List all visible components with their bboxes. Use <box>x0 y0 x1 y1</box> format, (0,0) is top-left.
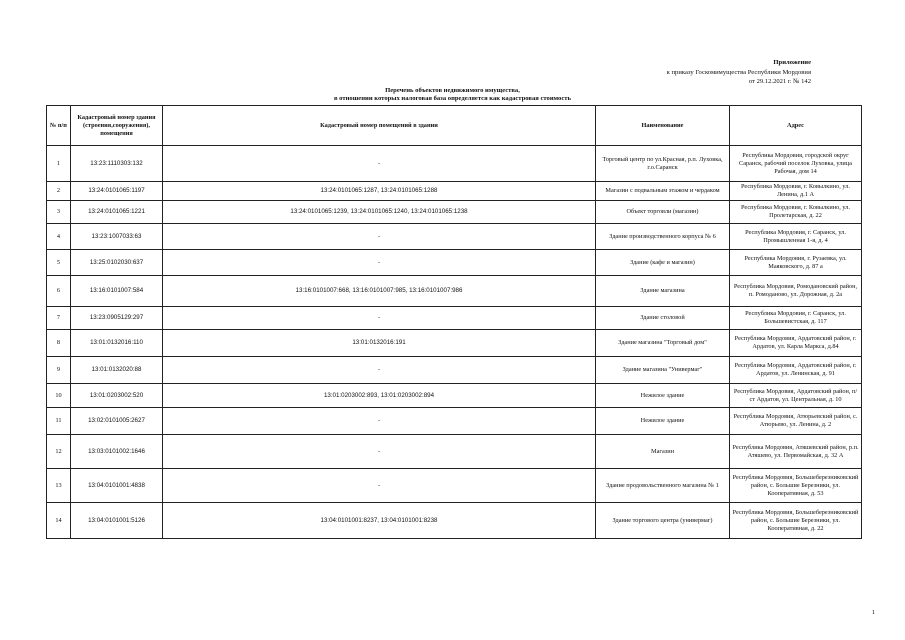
row-object-name: Здание (кафе и магазин) <box>596 250 730 276</box>
document-title-line1: Перечень объектов недвижимого имущества, <box>385 87 520 94</box>
row-room-cadastral-numbers: 13:24:0101065:1287, 13:24:0101065:1288 <box>163 182 596 201</box>
row-room-cadastral-numbers: 13:24:0101065:1239, 13:24:0101065:1240, 13:24:0101065:1238 <box>163 201 596 224</box>
row-number: 10 <box>47 384 71 408</box>
row-room-cadastral-numbers: - <box>163 307 596 330</box>
row-number: 1 <box>47 146 71 182</box>
row-cadastral-number: 13:24:0101065:1221 <box>71 201 163 224</box>
row-address: Республика Мордовия, Ромодановский район, п. Ромоданово, ул. Дорожная, д. 2а <box>730 276 862 307</box>
header-number: № п/п <box>47 106 71 146</box>
row-number: 2 <box>47 182 71 201</box>
row-number: 8 <box>47 330 71 357</box>
row-object-name: Здание магазина "Универмаг" <box>596 357 730 384</box>
row-room-cadastral-numbers: - <box>163 469 596 503</box>
row-address: Республика Мордовия, Ардатовский район, г. Ардатов, ул. Ленинская, д. 91 <box>730 357 862 384</box>
row-room-cadastral-numbers: 13:01:0132016:191 <box>163 330 596 357</box>
table-row <box>47 146 862 182</box>
row-address: Республика Мордовия, г. Ковылкино, ул. Ленина, д.1 А <box>730 182 862 201</box>
row-room-cadastral-numbers: 13:01:0203002:893, 13:01:0203002:894 <box>163 384 596 408</box>
row-address: Республика Мордовия, Большеберезниковский район, с. Большие Березники, ул. Кооперативная, д. 22 <box>730 503 862 539</box>
row-cadastral-number: 13:04:0101001:4838 <box>71 469 163 503</box>
row-room-cadastral-numbers: 13:16:0101007:668, 13:16:0101007:985, 13:16:0101007:986 <box>163 276 596 307</box>
row-number: 5 <box>47 250 71 276</box>
appendix-title: Приложение <box>773 59 811 66</box>
row-cadastral-number: 13:16:0101007:584 <box>71 276 163 307</box>
row-address: Республика Мордовия, Ардатовский район, п/ст Ардатов, ул. Центральная, д. 10 <box>730 384 862 408</box>
row-cadastral-number: 13:23:1110303:132 <box>71 146 163 182</box>
table-row <box>47 201 862 224</box>
row-cadastral-number: 13:24:0101065:1197 <box>71 182 163 201</box>
row-number: 6 <box>47 276 71 307</box>
header-cadastral-building: Кадастровый номер здания (строения,сооружения), помещения <box>71 106 163 146</box>
row-room-cadastral-numbers: - <box>163 250 596 276</box>
table-row <box>47 224 862 250</box>
appendix-date-line: от 29.12.2021 г. № 142 <box>748 78 811 86</box>
table-row <box>47 182 862 201</box>
document-title-line2: в отношении которых налоговая база определяется как кадастровая стоимость <box>333 95 572 103</box>
row-number: 9 <box>47 357 71 384</box>
row-room-cadastral-numbers: - <box>163 357 596 384</box>
row-address: Республика Мордовия, г. Ковылкино, ул. Пролетарская, д. 22 <box>730 201 862 224</box>
row-number: 14 <box>47 503 71 539</box>
table-row <box>47 276 862 307</box>
row-number: 12 <box>47 435 71 469</box>
row-room-cadastral-numbers: - <box>163 408 596 435</box>
row-room-cadastral-numbers: 13:04:0101001:8237, 13:04:0101001:8238 <box>163 503 596 539</box>
row-number: 11 <box>47 408 71 435</box>
header-cadastral-rooms: Кадастровый номер помещений в здании <box>163 106 596 146</box>
row-address: Республика Мордовия, Атяшевский район, р.п. Атяшево, ул. Первомайская, д. 32 А <box>730 435 862 469</box>
row-cadastral-number: 13:01:0132016:110 <box>71 330 163 357</box>
table-row <box>47 384 862 408</box>
table-row <box>47 469 862 503</box>
row-cadastral-number: 13:01:0203002:520 <box>71 384 163 408</box>
property-table <box>46 105 862 539</box>
row-room-cadastral-numbers: - <box>163 146 596 182</box>
row-object-name: Здание магазина <box>596 276 730 307</box>
header-name: Наименование <box>596 106 730 146</box>
row-object-name: Здание продовольственного магазина № 1 <box>596 469 730 503</box>
row-room-cadastral-numbers: - <box>163 224 596 250</box>
row-cadastral-number: 13:04:0101001:5126 <box>71 503 163 539</box>
appendix-order-line: к приказу Госкомимущества Республики Мордовия <box>666 68 811 76</box>
document-title <box>300 87 605 104</box>
table-row <box>47 330 862 357</box>
table-row <box>47 307 862 330</box>
table-row <box>47 435 862 469</box>
row-object-name: Здание производственного корпуса № 6 <box>596 224 730 250</box>
row-number: 4 <box>47 224 71 250</box>
row-cadastral-number: 13:03:0101002:1646 <box>71 435 163 469</box>
row-object-name: Здание торгового центра (универмаг) <box>596 503 730 539</box>
row-number: 13 <box>47 469 71 503</box>
row-address: Республика Мордовия, Ардатовский район, г. Ардатов, ул. Карла Маркса, д.84 <box>730 330 862 357</box>
row-object-name: Нежилое здание <box>596 384 730 408</box>
row-address: Республика Мордовия, г. Саранск, ул. Большевистская, д. 117 <box>730 307 862 330</box>
table-row <box>47 357 862 384</box>
row-cadastral-number: 13:23:0905129:297 <box>71 307 163 330</box>
row-address: Республика Мордовия, Большеберезниковский район, с. Большие Березники, ул. Кооперативная, д. 53 <box>730 469 862 503</box>
row-object-name: Магазин <box>596 435 730 469</box>
row-address: Республика Мордовия, г. Рузаевка, ул. Маяковского, д. 87 а <box>730 250 862 276</box>
row-object-name: Нежилое здание <box>596 408 730 435</box>
header-address: Адрес <box>730 106 862 146</box>
row-object-name: Здание столовой <box>596 307 730 330</box>
row-cadastral-number: 13:23:1007033:63 <box>71 224 163 250</box>
table-row <box>47 503 862 539</box>
row-address: Республика Мордовия, г. Саранск, ул. Промышленная 1-я, д. 4 <box>730 224 862 250</box>
row-number: 7 <box>47 307 71 330</box>
row-cadastral-number: 13:25:0102030:637 <box>71 250 163 276</box>
row-address: Республика Мордовия, городской округ Саранск, рабочий поселок Луховка, улица Рабочая, дом 14 <box>730 146 862 182</box>
appendix-header <box>667 58 811 87</box>
row-address: Республика Мордовия, Атюрьевский район, с. Атюрьево, ул. Ленина, д. 2 <box>730 408 862 435</box>
row-object-name: Торговый центр по ул.Красная, р.п. Луховка, г.о.Саранск <box>596 146 730 182</box>
table-row <box>47 408 862 435</box>
row-room-cadastral-numbers: - <box>163 435 596 469</box>
table-row <box>47 250 862 276</box>
row-cadastral-number: 13:02:0101005:2627 <box>71 408 163 435</box>
row-object-name: Магазин с подвальным этажом и чердаком <box>596 182 730 201</box>
row-object-name: Объект торговли (магазин) <box>596 201 730 224</box>
row-number: 3 <box>47 201 71 224</box>
table-body <box>47 146 862 539</box>
row-cadastral-number: 13:01:0132020:88 <box>71 357 163 384</box>
page-number: 1 <box>871 609 875 616</box>
row-object-name: Здание магазина "Торговый дом" <box>596 330 730 357</box>
table-header-row <box>47 106 862 146</box>
